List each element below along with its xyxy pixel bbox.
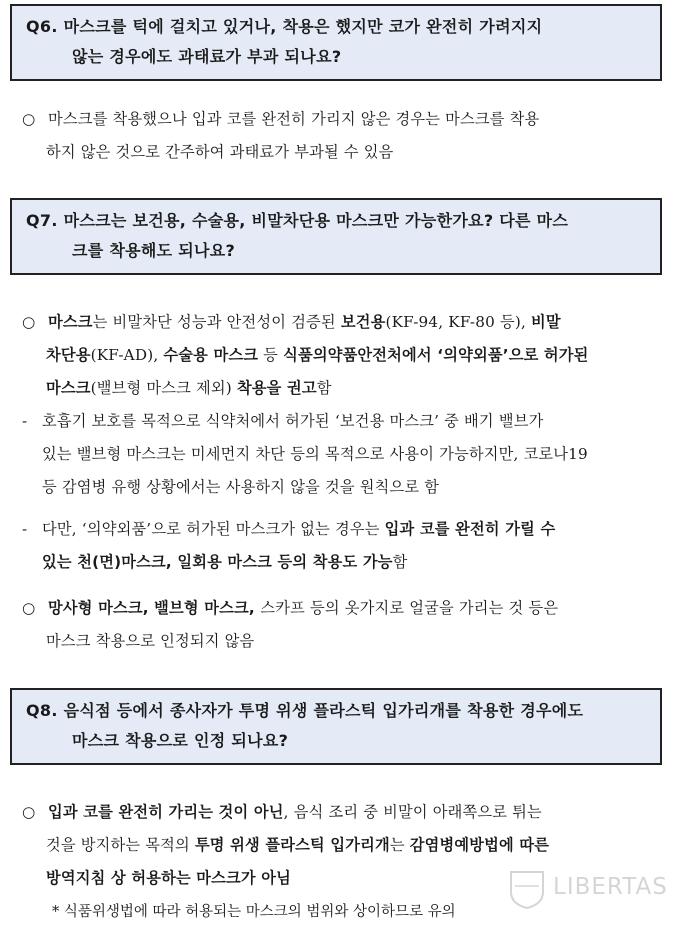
answer-q7-item1 xyxy=(22,306,667,405)
text: , 음식 조리 중 비말이 아래쪽으로 튀는 xyxy=(283,803,542,821)
dash-bullet: - xyxy=(22,412,28,430)
text-bold: 감염병예방법에 따른 xyxy=(409,836,550,854)
text-bold: 입과 코를 완전히 가리는 것이 아닌 xyxy=(48,803,284,821)
text-bold: 있는 천(면)마스크, 일회용 마스크 등의 착용도 가능 xyxy=(42,553,393,571)
answer-q8-cont xyxy=(22,829,667,862)
text: 있는 밸브형 마스크는 미세먼지 차단 등의 목적으로 사용이 가능하지만, 코로나19 xyxy=(42,445,588,463)
answer-q7-item4 xyxy=(22,592,667,658)
text: 다만, ‘의약외품’으로 허가된 마스크가 없는 경우는 xyxy=(42,520,385,538)
footnote: * 식품위생법에 따라 허용되는 마스크의 범위와 상이하므로 유의 xyxy=(52,904,456,920)
text-bold: 식품의약품안전처에서 ‘의약외품’으로 허가된 xyxy=(283,346,589,364)
question-q8-line1: Q8. 음식점 등에서 종사자가 투명 위생 플라스틱 입가리개를 착용한 경우에도 xyxy=(26,701,584,720)
text-bold: 비말 xyxy=(531,313,561,331)
answer-q6-line1: 마스크를 착용했으나 입과 코를 완전히 가리지 않은 경우는 마스크를 착용 xyxy=(48,110,540,128)
question-q7-line1: Q7. 마스크는 보건용, 수술용, 비말차단용 마스크만 가능한가요? 다른 마스 xyxy=(26,211,569,230)
circle-bullet: ○ xyxy=(22,599,36,617)
text: 등 xyxy=(258,346,284,364)
question-q6-line1: Q6. 마스크를 턱에 걸치고 있거나, 착용은 했지만 코가 완전히 가려지지 xyxy=(26,17,543,36)
text: 는 비말차단 성능과 안전성이 검증된 xyxy=(92,313,341,331)
question-q6-line2: 않는 경우에도 과태료가 부과 되나요? xyxy=(72,47,342,67)
text-bold: 착용을 권고 xyxy=(236,379,317,397)
text: 는 xyxy=(389,836,410,854)
watermark-text: LIBERTAS xyxy=(553,874,668,900)
question-q7-line2: 크를 착용해도 되나요? xyxy=(72,241,236,261)
text: 스카프 등의 옷가지로 얼굴을 가리는 것 등은 xyxy=(260,599,559,617)
text-bold: 차단용 xyxy=(46,346,91,364)
text: (KF-94, KF-80 등), xyxy=(385,313,532,331)
answer-q7-item2 xyxy=(22,405,667,504)
text: 마스크 착용으로 인정되지 않음 xyxy=(46,632,255,650)
text-bold: 입과 코를 완전히 가릴 수 xyxy=(384,520,556,538)
text-bold: 망사형 마스크, 밸브형 마스크, xyxy=(48,599,261,617)
text-bold: 수술용 마스크 xyxy=(163,346,259,364)
text: (KF-AD), xyxy=(90,346,164,364)
answer-q7-item3 xyxy=(22,513,667,579)
text-bold: 마스크 xyxy=(46,379,91,397)
circle-bullet: ○ xyxy=(22,110,36,128)
answer-q7-item3-cont xyxy=(22,546,667,579)
text: 함 xyxy=(392,553,408,571)
question-box-q6 xyxy=(10,4,662,81)
text: (밸브형 마스크 제외) xyxy=(90,379,237,397)
answer-q6 xyxy=(22,103,667,169)
answer-q7-item1-cont2 xyxy=(22,372,667,405)
answer-q6-line2: 하지 않은 것으로 간주하여 과태료가 부과될 수 있음 xyxy=(46,143,394,161)
dash-bullet: - xyxy=(22,520,28,538)
libertas-watermark xyxy=(507,868,668,912)
text: 호흡기 보호를 목적으로 식약처에서 허가된 ‘보건용 마스크’ 중 배기 밸브가 xyxy=(42,412,544,430)
text: 등 감염병 유행 상황에서는 사용하지 않을 것을 원칙으로 함 xyxy=(42,478,440,496)
text-bold: 마스크 xyxy=(48,313,93,331)
text-bold: 보건용 xyxy=(340,313,386,331)
question-box-q7 xyxy=(10,198,662,275)
veritas-badge-icon xyxy=(507,868,547,910)
text-bold: 투명 위생 플라스틱 입가리개 xyxy=(194,836,390,854)
text-bold: 방역지침 상 허용하는 마스크가 아님 xyxy=(46,869,292,887)
answer-q7-item1-cont xyxy=(22,339,667,372)
text: 함 xyxy=(316,379,332,397)
question-box-q8 xyxy=(10,688,662,765)
circle-bullet: ○ xyxy=(22,803,36,821)
question-q8-line2: 마스크 착용으로 인정 되나요? xyxy=(72,731,289,751)
circle-bullet: ○ xyxy=(22,313,36,331)
text: 것을 방지하는 목적의 xyxy=(46,836,195,854)
